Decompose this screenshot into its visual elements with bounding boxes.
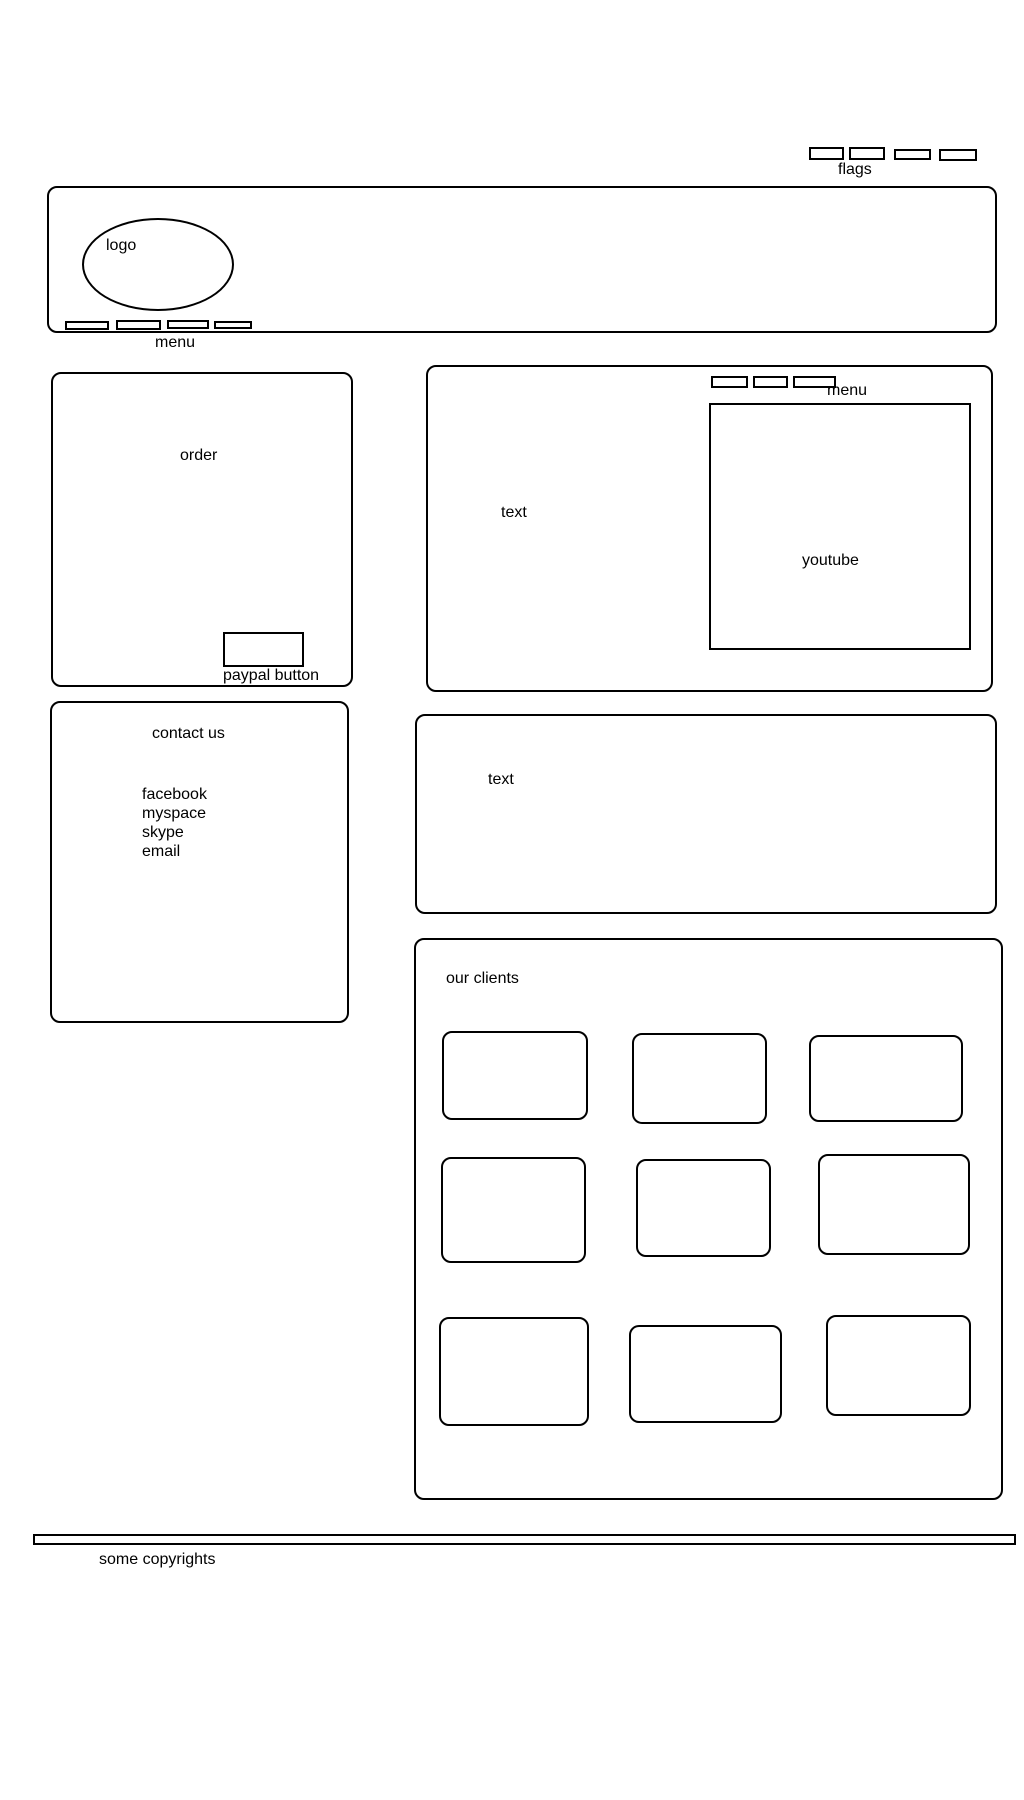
client-logo-1[interactable] <box>442 1031 588 1120</box>
order-panel <box>51 372 353 687</box>
flag-1[interactable] <box>809 147 844 160</box>
paypal-button-label: paypal button <box>223 667 320 684</box>
logo-label: logo <box>106 237 137 254</box>
client-logo-9[interactable] <box>826 1315 971 1416</box>
client-logo-4[interactable] <box>441 1157 586 1263</box>
header-menu-label: menu <box>155 334 196 351</box>
footer-bar <box>33 1534 1016 1545</box>
text-block <box>415 714 997 914</box>
paypal-button[interactable] <box>223 632 304 667</box>
contact-list <box>142 785 207 861</box>
header-menu-item-1[interactable] <box>65 321 109 330</box>
clients-title: our clients <box>446 970 519 987</box>
order-title: order <box>180 447 218 464</box>
logo[interactable] <box>82 218 234 311</box>
main-menu-label: menu <box>827 382 868 399</box>
client-logo-2[interactable] <box>632 1033 767 1124</box>
contact-myspace-link[interactable]: myspace <box>142 805 207 822</box>
main-text-label: text <box>501 504 527 521</box>
flag-3[interactable] <box>894 149 931 160</box>
contact-title: contact us <box>152 725 225 742</box>
contact-email-link[interactable]: email <box>142 843 181 860</box>
header-menu-item-3[interactable] <box>167 320 209 329</box>
contact-skype-link[interactable]: skype <box>142 824 184 841</box>
client-logo-6[interactable] <box>818 1154 970 1255</box>
flags-label: flags <box>838 161 872 178</box>
header-menu-item-4[interactable] <box>214 321 252 329</box>
client-logo-7[interactable] <box>439 1317 589 1426</box>
youtube-label: youtube <box>802 552 859 569</box>
client-logo-8[interactable] <box>629 1325 782 1423</box>
main-menu-item-1[interactable] <box>711 376 748 388</box>
client-logo-5[interactable] <box>636 1159 771 1257</box>
contact-facebook-link[interactable]: facebook <box>142 786 207 803</box>
text-block-label: text <box>488 771 514 788</box>
contact-panel <box>50 701 349 1023</box>
main-menu-item-2[interactable] <box>753 376 788 388</box>
youtube-embed[interactable] <box>709 403 971 650</box>
header-menu-item-2[interactable] <box>116 320 161 330</box>
flag-2[interactable] <box>849 147 885 160</box>
flag-4[interactable] <box>939 149 977 161</box>
footer-copyright: some copyrights <box>99 1551 216 1568</box>
client-logo-3[interactable] <box>809 1035 963 1122</box>
